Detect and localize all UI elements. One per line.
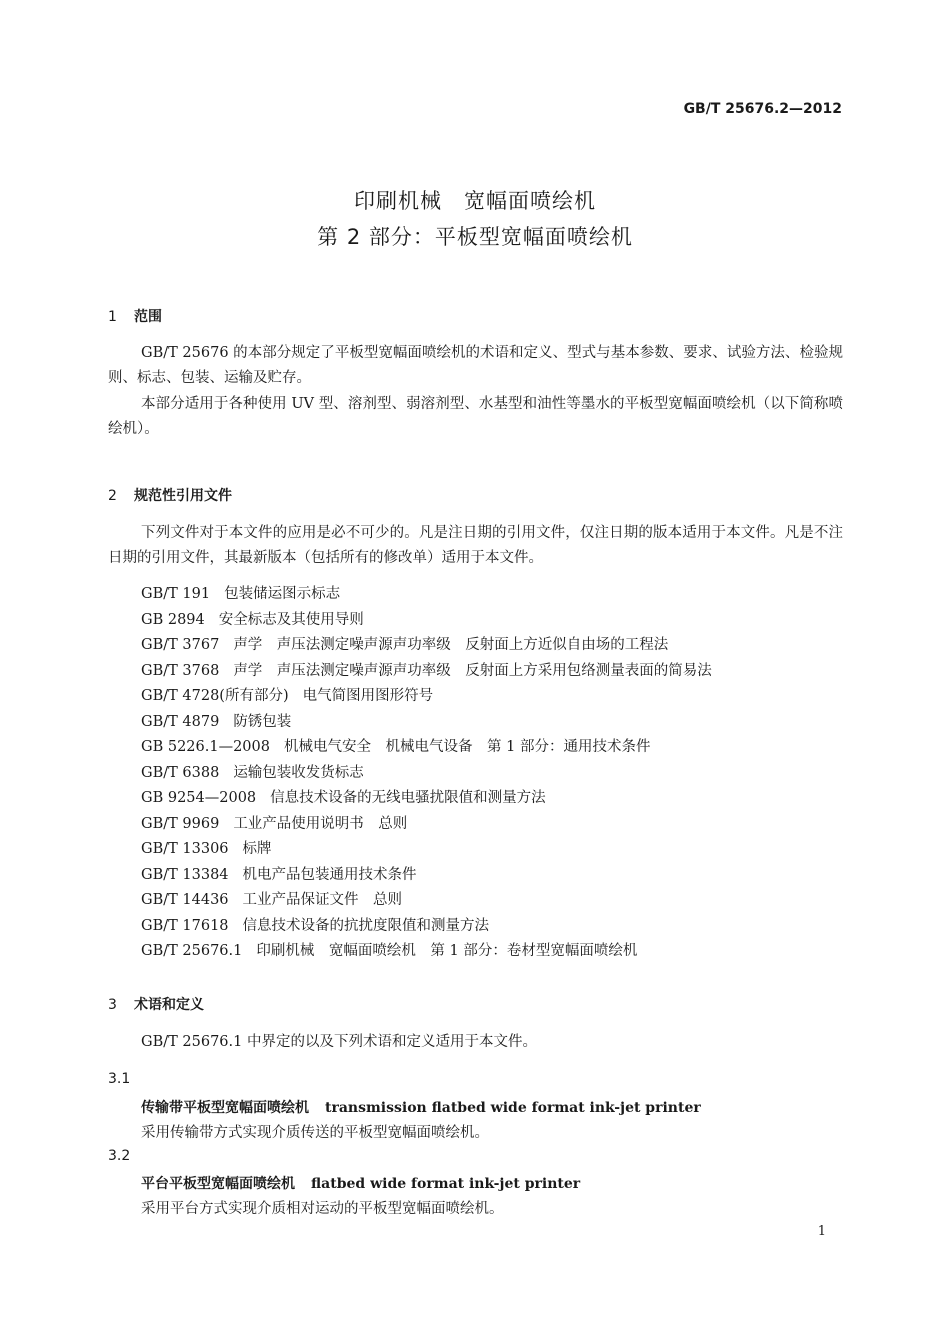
reference-title: 安全标志及其使用导则 (218, 611, 364, 628)
reference-item (141, 786, 712, 812)
reference-item (141, 633, 712, 659)
reference-item (141, 939, 712, 965)
reference-code: GB/T 17618 (141, 917, 229, 934)
term-number: 3.1 (108, 1071, 131, 1087)
reference-item (141, 863, 712, 889)
standard-code: GB/T 25676.2—2012 (683, 101, 842, 117)
term-definition: 采用平台方式实现介质相对运动的平板型宽幅面喷绘机。 (141, 1201, 504, 1217)
section-number: 2 (108, 488, 117, 504)
reference-item (141, 812, 712, 838)
section-2-paragraph-1: 下列文件对于本文件的应用是必不可少的。凡是注日期的引用文件，仅注日期的版本适用于本文件。凡是不注日期的引用文件，其最新版本（包括所有的修改单）适用于本文件。 (108, 525, 843, 566)
page-number: 1 (817, 1224, 826, 1239)
reference-code: GB 9254—2008 (141, 790, 257, 806)
term-chinese: 传输带平板型宽幅面喷绘机 (141, 1100, 309, 1116)
reference-code: GB/T 13384 (141, 866, 229, 883)
reference-title: 包装储运图示标志 (224, 586, 341, 602)
term-entry (141, 1173, 580, 1193)
reference-code: GB/T 4879 (141, 713, 220, 730)
section-number: 3 (108, 997, 117, 1013)
reference-title: 工业产品保证文件 总则 (242, 892, 403, 908)
term-definition: 采用传输带方式实现介质传送的平板型宽幅面喷绘机。 (141, 1125, 489, 1141)
section-title: 术语和定义 (134, 997, 204, 1013)
term-english: transmission flatbed wide format ink-jet printer (325, 1100, 701, 1116)
reference-title: 工业产品使用说明书 总则 (233, 815, 408, 832)
section-number: 1 (108, 309, 117, 325)
term-entry (141, 1097, 701, 1117)
reference-code: GB/T 25676.1 (141, 943, 243, 959)
document-title-line1: 印刷机械 宽幅面喷绘机 (354, 189, 596, 213)
section-title: 规范性引用文件 (134, 488, 232, 504)
reference-item (141, 761, 712, 787)
section-3-paragraph-1: GB/T 25676.1 中界定的以及下列术语和定义适用于本文件。 (141, 1034, 537, 1050)
reference-item (141, 888, 712, 914)
reference-code: GB 2894 (141, 611, 205, 628)
reference-title: 防锈包装 (233, 713, 292, 730)
section-3-heading (108, 994, 204, 1014)
reference-item (141, 914, 712, 940)
reference-title: 运输包装收发货标志 (233, 764, 364, 781)
reference-code: GB/T 13306 (141, 841, 229, 857)
reference-code: GB 5226.1—2008 (141, 739, 270, 755)
reference-title: 声学 声压法测定噪声源声功率级 反射面上方采用包络测量表面的简易法 (233, 662, 712, 679)
reference-code: GB/T 14436 (141, 892, 229, 908)
reference-code: GB/T 6388 (141, 764, 220, 781)
section-1-paragraph-1: GB/T 25676 的本部分规定了平板型宽幅面喷绘机的术语和定义、型式与基本参数、要求、试验方法、检验规则、标志、包装、运输及贮存。 (108, 345, 843, 386)
reference-title: 声学 声压法测定噪声源声功率级 反射面上方近似自由场的工程法 (233, 637, 669, 653)
section-1-paragraph-2: 本部分适用于各种使用 UV 型、溶剂型、弱溶剂型、水基型和油性等墨水的平板型宽幅面喷绘机（以下简称喷绘机）。 (108, 396, 843, 437)
normative-reference-list (141, 582, 712, 965)
reference-code: GB/T 191 (141, 586, 211, 602)
reference-title: 信息技术设备的无线电骚扰限值和测量方法 (270, 790, 546, 806)
reference-code: GB/T 4728(所有部分) (141, 688, 289, 704)
reference-item (141, 608, 712, 634)
reference-code: GB/T 3768 (141, 662, 220, 679)
reference-title: 印刷机械 宽幅面喷绘机 第 1 部分：卷材型宽幅面喷绘机 (256, 943, 638, 959)
reference-title: 标牌 (242, 841, 272, 857)
reference-item (141, 659, 712, 685)
reference-item (141, 837, 712, 863)
term-number: 3.2 (108, 1148, 131, 1164)
section-title: 范围 (134, 309, 162, 325)
section-2-heading (108, 485, 232, 505)
reference-title: 信息技术设备的抗扰度限值和测量方法 (242, 917, 490, 934)
section-1-heading (108, 306, 162, 326)
reference-code: GB/T 9969 (141, 815, 220, 832)
term-chinese: 平台平板型宽幅面喷绘机 (141, 1176, 295, 1192)
reference-item (141, 684, 712, 710)
reference-title: 电气简图用图形符号 (302, 688, 434, 704)
reference-item (141, 710, 712, 736)
reference-title: 机电产品包装通用技术条件 (242, 866, 417, 883)
reference-item (141, 582, 712, 608)
term-english: flatbed wide format ink-jet printer (311, 1176, 581, 1192)
reference-item (141, 735, 712, 761)
document-title-line2: 第 2 部分：平板型宽幅面喷绘机 (317, 225, 633, 249)
reference-title: 机械电气安全 机械电气设备 第 1 部分：通用技术条件 (284, 739, 651, 755)
reference-code: GB/T 3767 (141, 637, 220, 653)
